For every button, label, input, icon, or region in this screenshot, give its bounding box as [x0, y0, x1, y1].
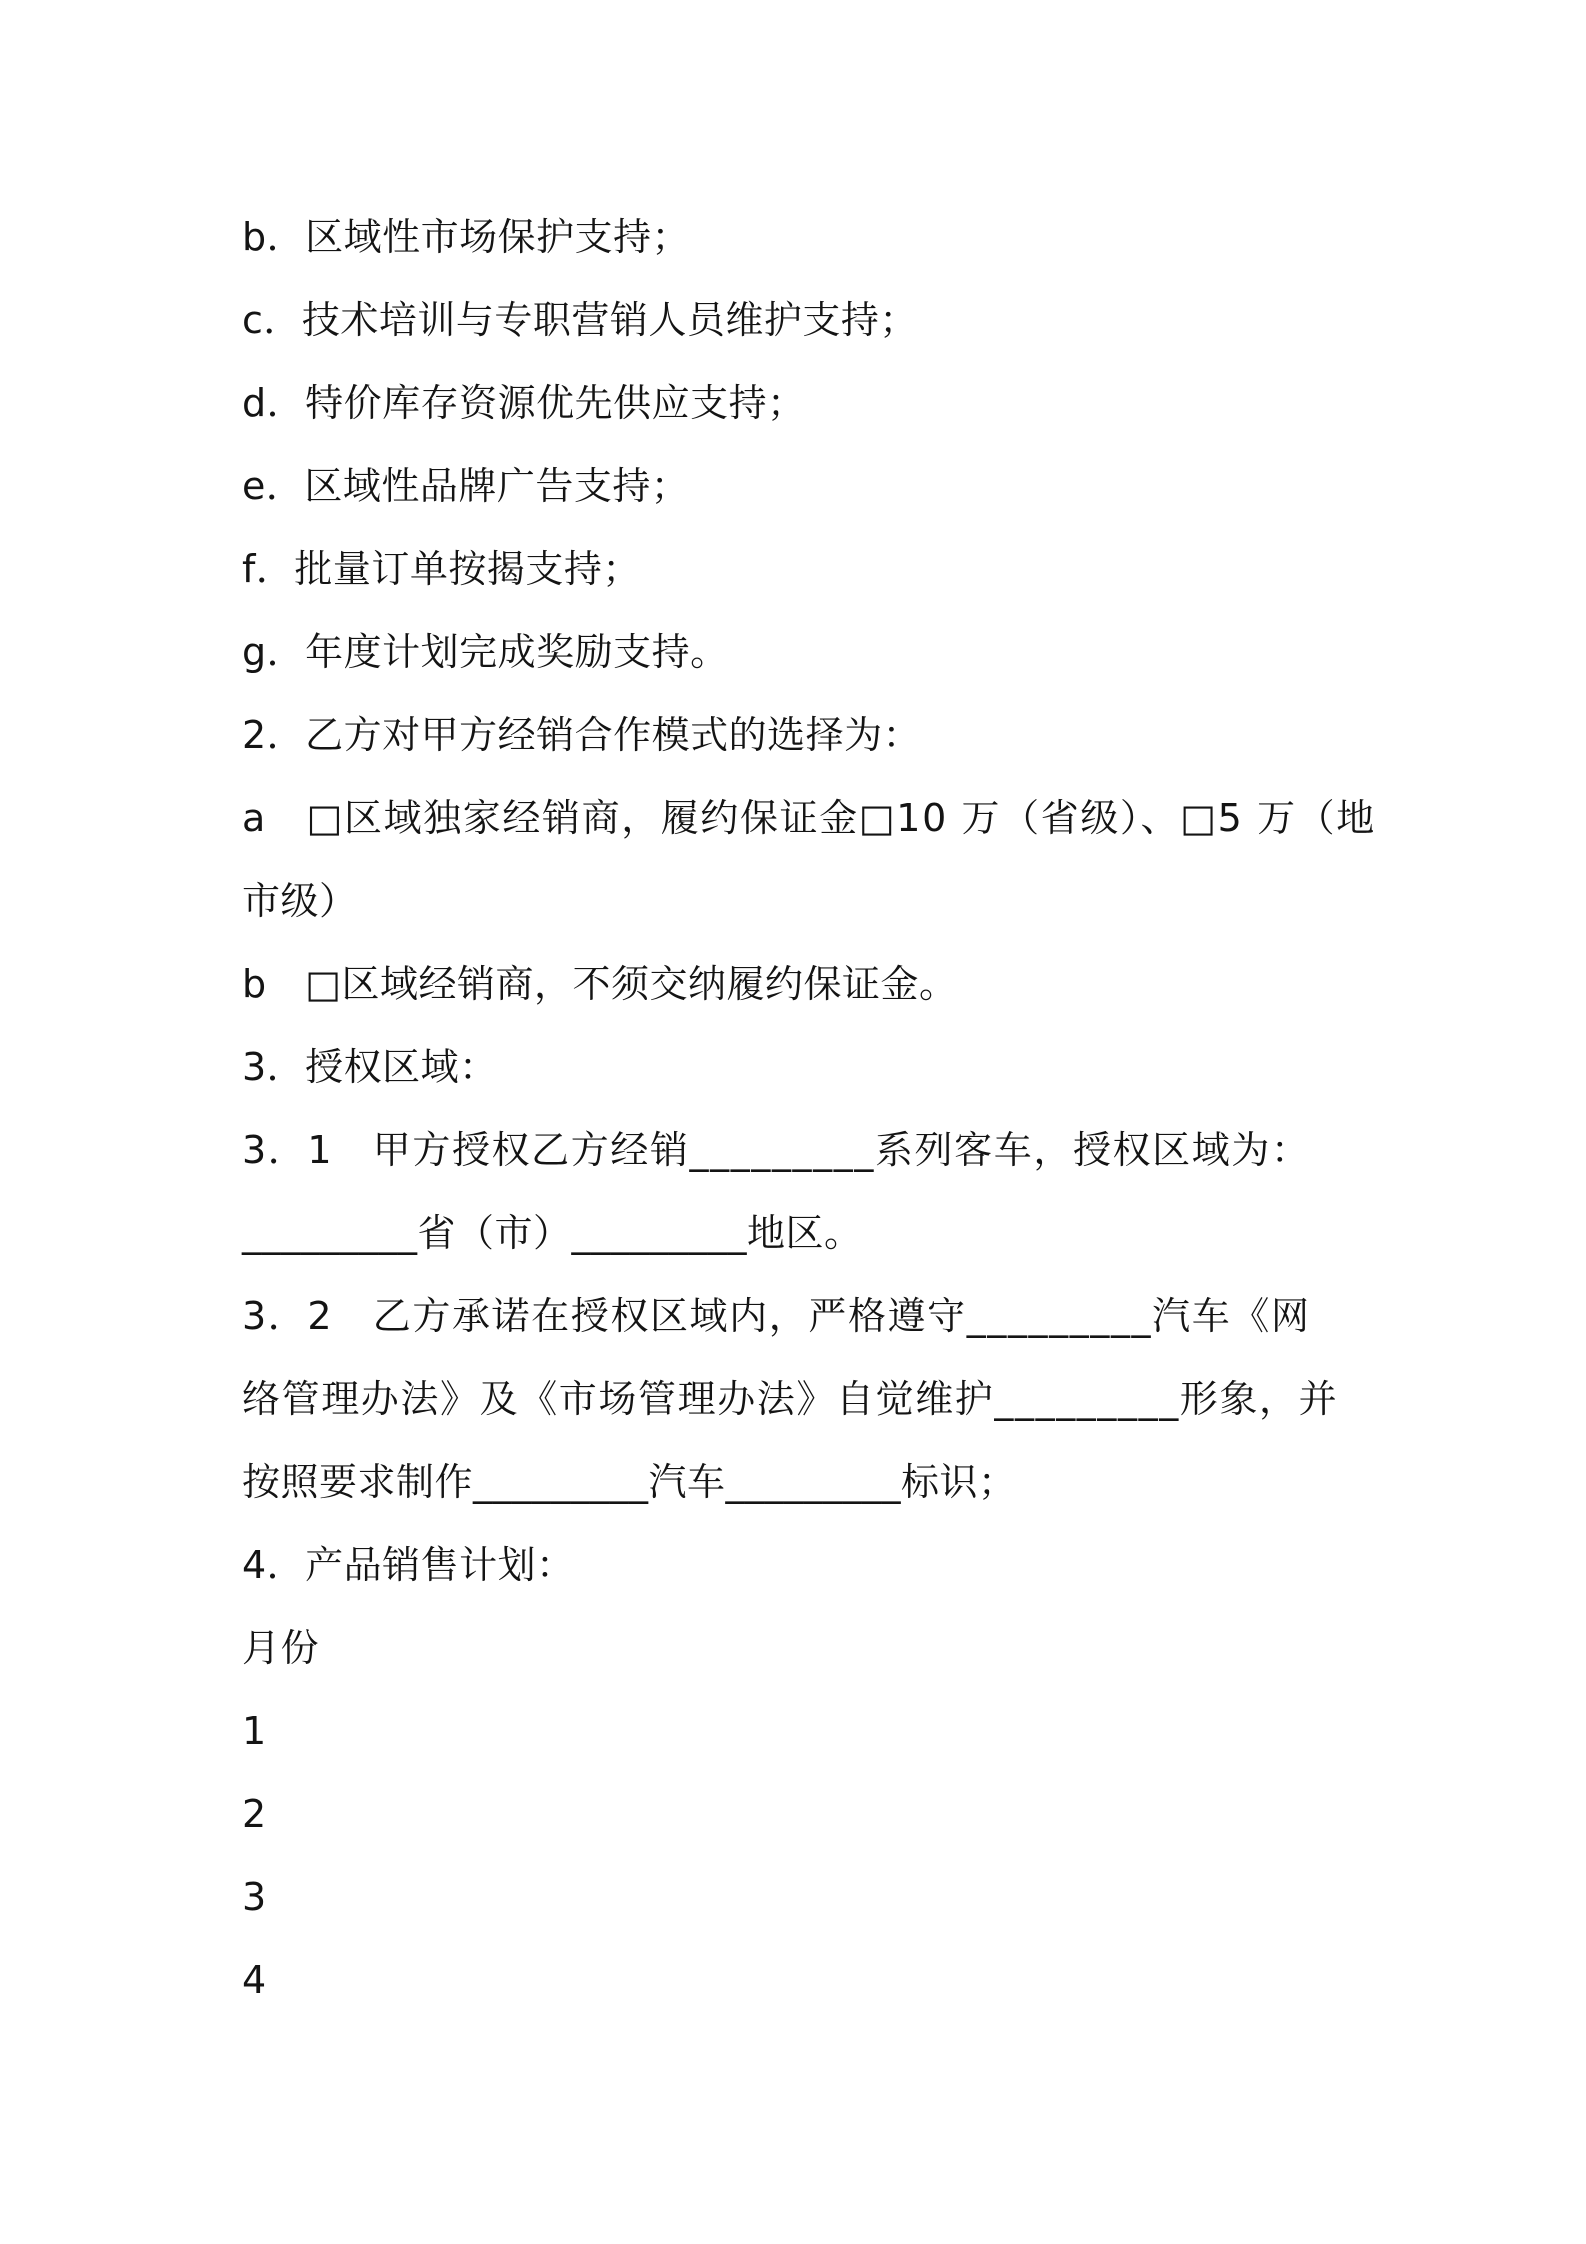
- section-2-heading: 2．乙方对甲方经销合作模式的选择为：: [242, 713, 922, 757]
- option-a-line-1: a □区域独家经销商，履约保证金□10 万（省级）、□5 万（地: [242, 796, 1376, 840]
- month-row-2: 2: [242, 1792, 267, 1836]
- clause-3-1-line-1: 3．1 甲方授权乙方经销_________系列客车，授权区域为：: [242, 1128, 1311, 1172]
- support-item-f: f．批量订单按揭支持；: [242, 547, 641, 591]
- month-row-3: 3: [242, 1875, 267, 1919]
- section-3-heading: 3．授权区域：: [242, 1045, 498, 1089]
- option-b: b □区域经销商，不须交纳履约保证金。: [242, 962, 958, 1006]
- option-a-line-2: 市级）: [242, 879, 358, 923]
- month-row-4: 4: [242, 1958, 267, 2002]
- month-row-1: 1: [242, 1709, 267, 1753]
- clause-3-2-line-1: 3．2 乙方承诺在授权区域内，严格遵守_________汽车《网: [242, 1294, 1311, 1338]
- clause-3-1-line-2: _________省（市）_________地区。: [242, 1211, 863, 1255]
- clause-3-2-line-3: 按照要求制作_________汽车_________标识；: [242, 1460, 1017, 1504]
- clause-3-2-line-2: 络管理办法》及《市场管理办法》自觉维护_________形象，并: [242, 1377, 1339, 1421]
- support-item-b: b．区域性市场保护支持；: [242, 215, 691, 259]
- document-body: [242, 196, 1376, 2022]
- month-label: 月份: [242, 1626, 320, 1670]
- support-item-e: e．区域性品牌广告支持；: [242, 464, 690, 508]
- section-4-heading: 4．产品销售计划：: [242, 1543, 575, 1587]
- support-item-d: d．特价库存资源优先供应支持；: [242, 381, 806, 425]
- support-item-g: g．年度计划完成奖励支持。: [242, 630, 729, 674]
- support-item-c: c．技术培训与专职营销人员维护支持；: [242, 298, 918, 342]
